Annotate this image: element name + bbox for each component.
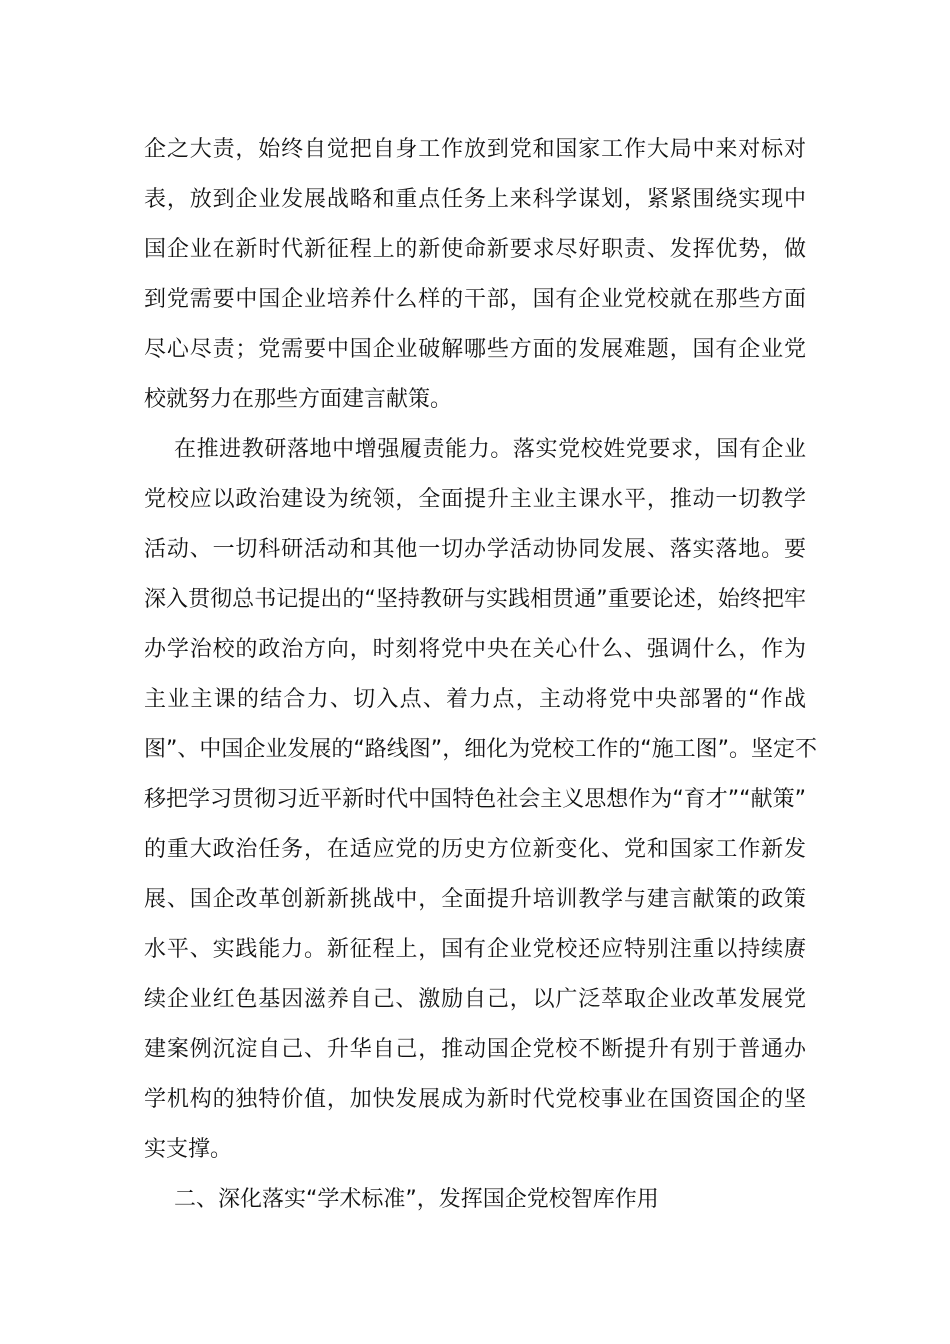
heading-text: 二、深化落实“学术标准”，发挥国企党校智库作用 — [174, 1187, 659, 1212]
text-line: 党校应以政治建设为统领，全面提升主业主课水平，推动一切教学 — [144, 487, 806, 512]
text-line: 移把学习贯彻习近平新时代中国特色社会主义思想作为“育才”“献策” — [144, 787, 806, 812]
paragraph-2 — [144, 425, 817, 1175]
text-line: 深入贯彻总书记提出的“坚持教研与实践相贯通”重要论述，始终把牢 — [144, 587, 806, 612]
text-line: 学机构的独特价值，加快发展成为新时代党校事业在国资国企的坚 — [144, 1087, 806, 1112]
text-line: 表，放到企业发展战略和重点任务上来科学谋划，紧紧围绕实现中 — [144, 187, 806, 212]
text-line: 活动、一切科研活动和其他一切办学活动协同发展、落实落地。要 — [144, 537, 806, 562]
section-heading — [144, 1175, 806, 1225]
text-line: 展、国企改革创新新挑战中，全面提升培训教学与建言献策的政策 — [144, 887, 806, 912]
text-line: 实支撑。 — [144, 1137, 233, 1162]
text-line: 校就努力在那些方面建言献策。 — [144, 387, 453, 412]
text-line: 水平、实践能力。新征程上，国有企业党校还应特别注重以持续赓 — [144, 937, 806, 962]
text-line: 在推进教研落地中增强履责能力。落实党校姓党要求，国有企业 — [174, 437, 806, 462]
paragraph-1 — [144, 125, 806, 425]
text-line: 主业主课的结合力、切入点、着力点，主动将党中央部署的“作战 — [144, 687, 806, 712]
text-line: 到党需要中国企业培养什么样的干部，国有企业党校就在那些方面 — [144, 287, 806, 312]
text-line: 的重大政治任务，在适应党的历史方位新变化、党和国家工作新发 — [144, 837, 806, 862]
text-line: 建案例沉淀自己、升华自己，推动国企党校不断提升有别于普通办 — [144, 1037, 806, 1062]
text-line: 国企业在新时代新征程上的新使命新要求尽好职责、发挥优势，做 — [144, 237, 806, 262]
document-body — [144, 125, 817, 1225]
text-line: 续企业红色基因滋养自己、激励自己，以广泛萃取企业改革发展党 — [144, 987, 806, 1012]
text-line: 图”、中国企业发展的“路线图”，细化为党校工作的“施工图”。坚定不 — [144, 737, 817, 762]
text-line: 企之大责，始终自觉把自身工作放到党和国家工作大局中来对标对 — [144, 137, 806, 162]
text-line: 尽心尽责；党需要中国企业破解哪些方面的发展难题，国有企业党 — [144, 337, 806, 362]
text-line: 办学治校的政治方向，时刻将党中央在关心什么、强调什么，作为 — [144, 637, 806, 662]
